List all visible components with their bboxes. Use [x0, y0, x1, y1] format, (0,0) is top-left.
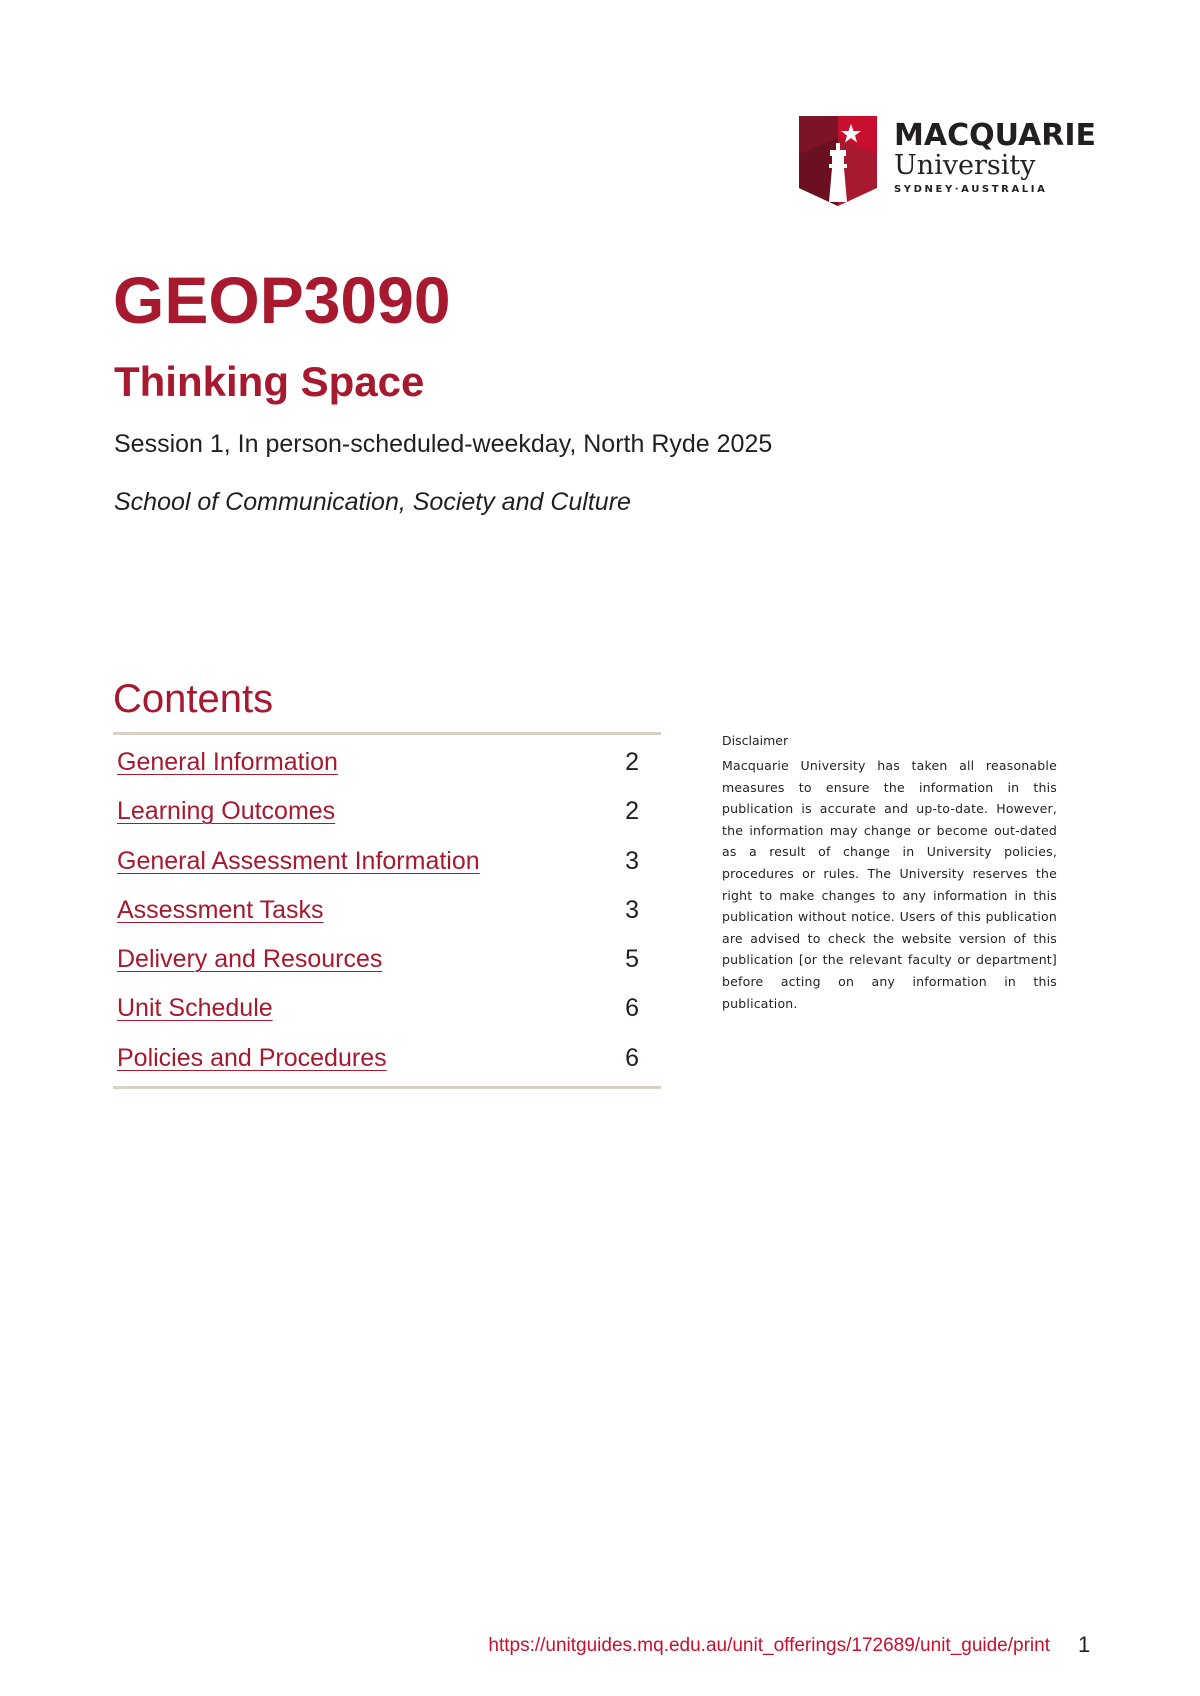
session-info: Session 1, In person-scheduled-weekday, North Ryde 2025 — [114, 430, 773, 458]
toc-link-learning-outcomes[interactable]: Learning Outcomes — [117, 797, 336, 826]
toc-link-policies-and-procedures[interactable]: Policies and Procedures — [117, 1043, 387, 1072]
toc-link-general-information[interactable]: General Information — [117, 748, 338, 776]
toc-row — [113, 1035, 661, 1084]
logo-location: SYDNEY·AUSTRALIA — [894, 184, 1048, 195]
disclaimer — [722, 731, 1057, 1014]
toc-link-assessment-tasks[interactable]: Assessment Tasks — [117, 895, 324, 924]
school-name: School of Communication, Society and Culture — [114, 488, 631, 516]
toc-page-number: 3 — [625, 846, 639, 875]
toc-page-number: 2 — [625, 797, 639, 826]
toc-page-number: 6 — [625, 994, 639, 1023]
toc-row — [113, 838, 661, 887]
logo-name: MACQUARIE — [894, 118, 1097, 153]
page-number: 1 — [1078, 1632, 1091, 1657]
toc-page-number: 2 — [625, 748, 639, 776]
disclaimer-body: Macquarie University has taken all reasonable measures to ensure the information in this publication is accurate and up-to-date. However, the information may change or become out-dated as a result of change in University policies, procedures or rules. The University reserves the right to make changes to any information in this publication without notice. Users of this publication are advised to check the website version of this publication [or the relevant faculty or department] before acting on any information in this publication. — [722, 758, 1057, 1011]
table-of-contents — [113, 732, 661, 1089]
toc-link-delivery-and-resources[interactable]: Delivery and Resources — [117, 945, 383, 974]
unit-title: Thinking Space — [114, 358, 425, 405]
toc-page-number: 3 — [625, 895, 639, 924]
toc-row — [113, 985, 661, 1034]
disclaimer-title: Disclaimer — [722, 733, 789, 748]
toc-page-number: 6 — [625, 1043, 639, 1072]
toc-link-unit-schedule[interactable]: Unit Schedule — [117, 994, 273, 1023]
lighthouse-shield-icon — [799, 116, 877, 206]
toc-link-general-assessment-information[interactable]: General Assessment Information — [117, 846, 480, 875]
toc-row — [113, 936, 661, 985]
unit-code: GEOP3090 — [113, 263, 451, 337]
toc-row — [113, 788, 661, 837]
logo-wordmark — [894, 120, 1099, 198]
logo-subtitle: University — [894, 150, 1036, 181]
footer-url-link[interactable]: https://unitguides.mq.edu.au/unit_offerings/172689/unit_guide/print — [488, 1635, 1050, 1656]
university-logo — [799, 116, 1099, 208]
contents-heading: Contents — [113, 677, 274, 721]
toc-page-number: 5 — [625, 945, 639, 974]
toc-row — [113, 739, 661, 788]
toc-row — [113, 887, 661, 936]
